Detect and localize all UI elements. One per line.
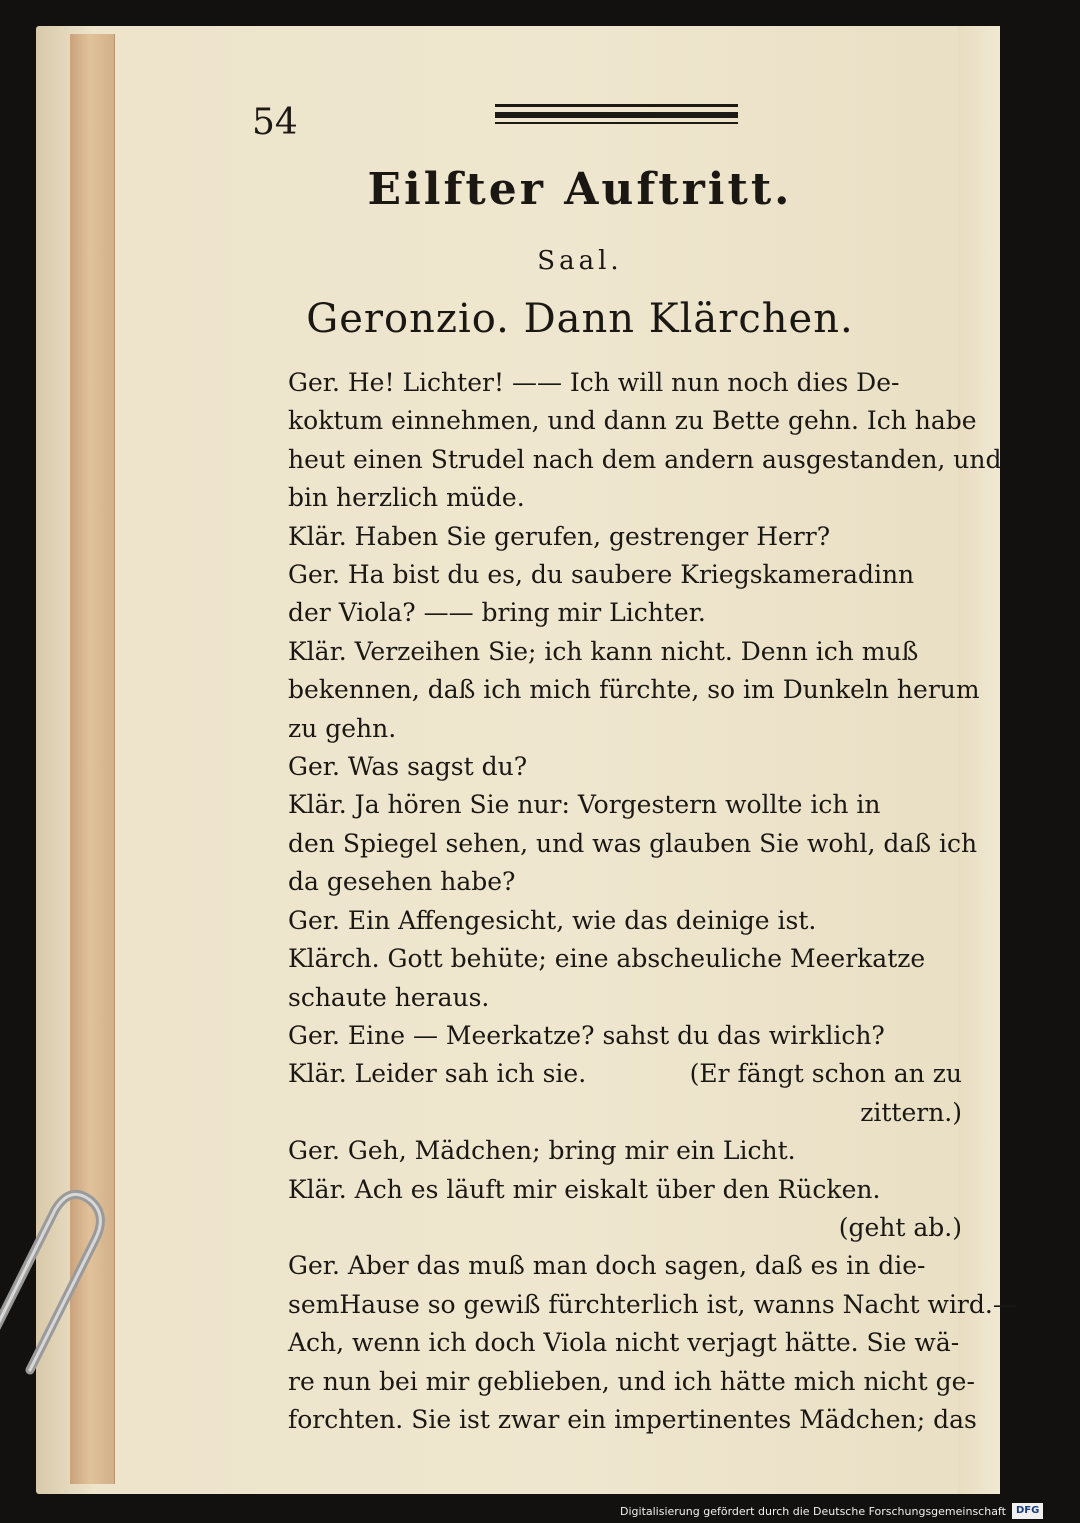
stage-direction: (Er fängt schon an zu <box>689 1059 962 1089</box>
dialogue-paragraph <box>250 1017 962 1055</box>
digitization-credit <box>620 1502 1040 1520</box>
credit-text: Digitalisierung gefördert durch die Deutsche Forschungsgemeinschaft <box>620 1504 1006 1518</box>
dialogue-paragraph <box>250 1132 962 1170</box>
page-number: 54 <box>252 102 298 143</box>
text-line: Ger. He! Lichter! —— Ich will nun noch dies De- <box>288 368 900 397</box>
paperclip-icon <box>0 1180 120 1400</box>
text-line: Ger. Aber das muß man doch sagen, daß es in die- <box>288 1251 926 1281</box>
scene-location: Saal. <box>537 246 623 276</box>
dialogue-paragraph <box>250 556 962 633</box>
text-line: Klär. Ja hören Sie nur: Vorgestern wollte ich in <box>288 790 881 820</box>
dialogue-paragraph <box>250 1247 1018 1439</box>
speech: Klär. Leider sah ich sie. <box>288 1059 587 1089</box>
text-line: heut einen Strudel nach dem andern ausgestanden, und <box>288 444 1002 474</box>
dialogue-paragraph <box>250 1171 962 1248</box>
text-line: koktum einnehmen, und dann zu Bette gehn. Ich habe <box>288 406 977 436</box>
dialogue-paragraph <box>250 364 1002 518</box>
text-line: Klär. Ach es läuft mir eiskalt über den Rücken. <box>288 1174 881 1204</box>
dialogue-paragraph <box>250 1055 962 1132</box>
text-line: re nun bei mir geblieben, und ich hätte mich nicht ge- <box>288 1366 975 1396</box>
header-rule <box>495 104 738 107</box>
text-line: Klärch. Gott behüte; eine abscheuliche Meerkatze <box>288 944 926 974</box>
dialogue-paragraph <box>250 633 980 748</box>
text-line: Ach, wenn ich doch Viola nicht verjagt hätte. Sie wä- <box>288 1328 960 1358</box>
dialogue-paragraph <box>250 748 962 786</box>
header-rule <box>495 122 738 124</box>
text-line: Klär. Haben Sie gerufen, gestrenger Herr? <box>288 521 831 551</box>
text-line: semHause so gewiß fürchterlich ist, wanns Nacht wird.— <box>288 1289 1018 1319</box>
text-line: der Viola? —— bring mir Lichter. <box>288 598 706 628</box>
dialogue-paragraph <box>250 518 962 556</box>
dialogue-paragraph <box>250 940 962 1017</box>
text-line: Ger. Was sagst du? <box>288 752 528 782</box>
header-rule <box>495 112 738 118</box>
text-line: Ger. Geh, Mädchen; bring mir ein Licht. <box>288 1136 796 1166</box>
scene-characters: Geronzio. Dann Klärchen. <box>306 296 854 342</box>
dialogue-paragraph <box>250 902 962 940</box>
text-line: Klär. Verzeihen Sie; ich kann nicht. Denn ich muß <box>288 636 919 666</box>
stage-direction: (geht ab.) <box>838 1212 962 1242</box>
text-line: Ger. Ha bist du es, du saubere Kriegskameradinn <box>288 560 915 590</box>
text-line: forchten. Sie ist zwar ein impertinentes Mädchen; das <box>288 1404 977 1434</box>
text-line: den Spiegel sehen, und was glauben Sie wohl, daß ich <box>288 828 978 858</box>
text-line: zu gehn. <box>288 713 397 743</box>
dialogue-text <box>250 364 1018 1439</box>
stage-direction: zittern.) <box>860 1097 962 1127</box>
dfg-logo: DFG <box>1012 1503 1043 1519</box>
text-line: Ger. Eine — Meerkatze? sahst du das wirklich? <box>288 1020 885 1050</box>
text-line: schaute heraus. <box>288 982 490 1012</box>
text-line: da gesehen habe? <box>288 867 516 897</box>
text-line: bekennen, daß ich mich fürchte, so im Dunkeln herum <box>288 675 980 705</box>
scene-heading: Eilfter Auftritt. <box>367 164 793 215</box>
text-line: Ger. Ein Affengesicht, wie das deinige ist. <box>288 905 817 935</box>
dialogue-paragraph <box>250 786 978 901</box>
text-line <box>250 1055 962 1093</box>
text-line: bin herzlich müde. <box>288 483 525 513</box>
